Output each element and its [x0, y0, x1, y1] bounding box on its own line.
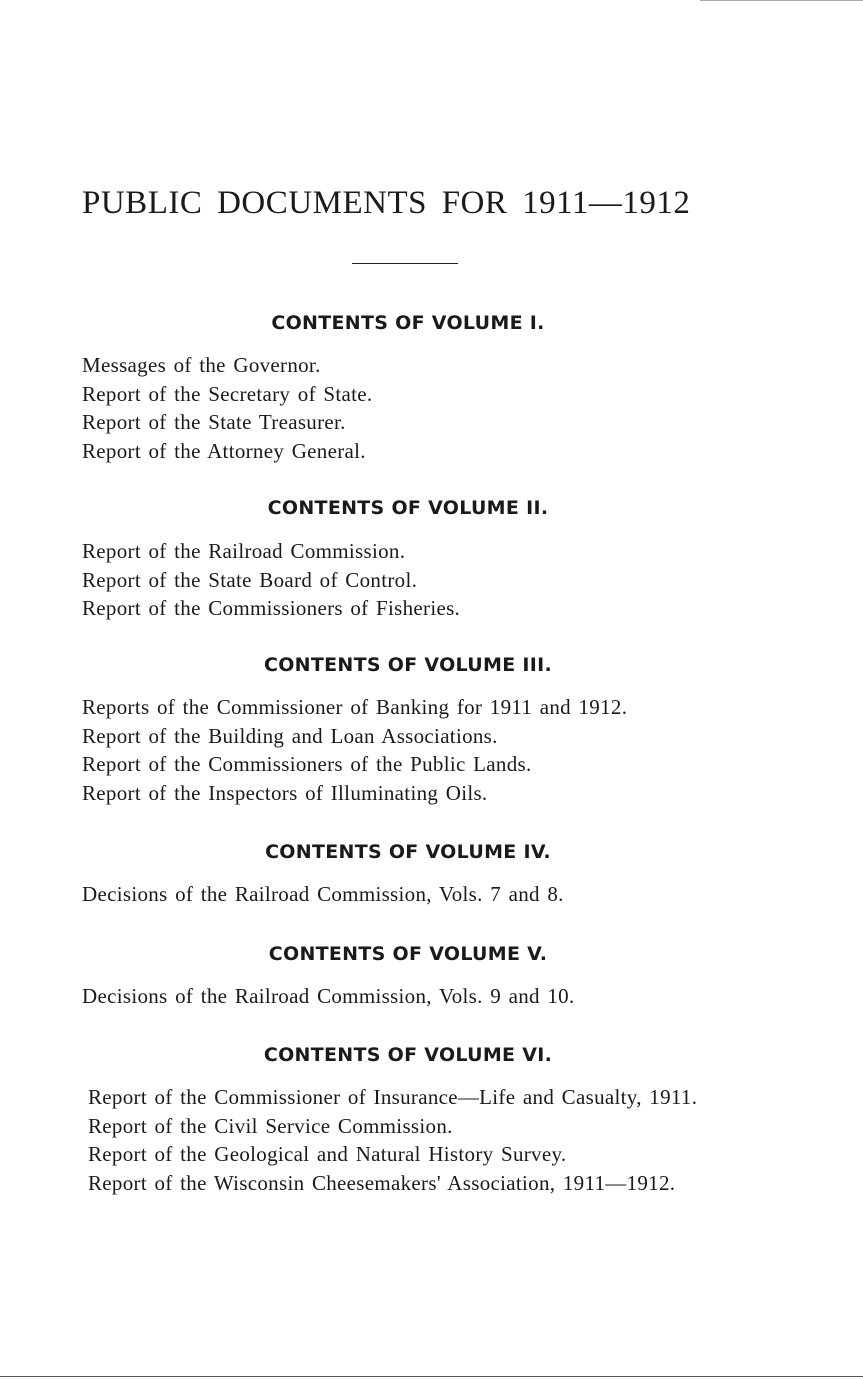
volume-3-heading: CONTENTS OF VOLUME III.: [263, 654, 553, 676]
page-edge-bottom: [0, 1376, 863, 1377]
list-item: Report of the Commissioners of Fisheries.: [82, 596, 461, 620]
list-item: Report of the Civil Service Commission.: [88, 1113, 453, 1138]
page-title: PUBLIC DOCUMENTS FOR 1911—1912: [82, 185, 691, 221]
volume-4-heading: CONTENTS OF VOLUME IV.: [265, 841, 551, 863]
volume-3-contents: [82, 693, 627, 807]
list-item: Report of the Commissioners of the Public Lands.: [82, 752, 532, 776]
list-item: Reports of the Commissioner of Banking for 1911 and 1912.: [82, 695, 628, 719]
list-item: Report of the Geological and Natural History Survey.: [88, 1142, 567, 1166]
list-item: Decisions of the Railroad Commission, Vols. 9 and 10.: [82, 984, 575, 1008]
volume-6-contents: [88, 1083, 806, 1197]
list-item: Report of the State Board of Control.: [82, 567, 418, 592]
list-item: Decisions of the Railroad Commission, Vols. 7 and 8.: [82, 882, 564, 906]
list-item: Report of the State Treasurer.: [82, 410, 346, 434]
list-item: Report of the Railroad Commission.: [82, 539, 406, 563]
list-item: Report of the Commissioner of Insurance—Life and Casualty, 1911.: [88, 1085, 698, 1109]
volume-5-contents: [82, 982, 575, 1011]
list-item: Report of the Wisconsin Cheesemakers' Association, 1911—1912.: [88, 1170, 676, 1195]
volume-6-heading: CONTENTS OF VOLUME VI.: [263, 1044, 553, 1066]
list-item: Report of the Attorney General.: [82, 438, 366, 463]
list-item: Report of the Secretary of State.: [82, 381, 373, 406]
volume-4-contents: [82, 880, 564, 909]
volume-1-contents: [82, 351, 372, 465]
list-item: Report of the Building and Loan Associations.: [82, 723, 498, 748]
list-item: Report of the Inspectors of Illuminating Oils.: [82, 780, 488, 805]
page-edge-top: [700, 0, 863, 1]
volume-5-heading: CONTENTS OF VOLUME V.: [268, 943, 548, 965]
volume-2-contents: [82, 537, 460, 623]
title-rule: [352, 263, 458, 264]
list-item: Messages of the Governor.: [82, 353, 321, 377]
volume-1-heading: CONTENTS OF VOLUME I.: [271, 312, 545, 334]
volume-2-heading: CONTENTS OF VOLUME II.: [267, 497, 549, 519]
